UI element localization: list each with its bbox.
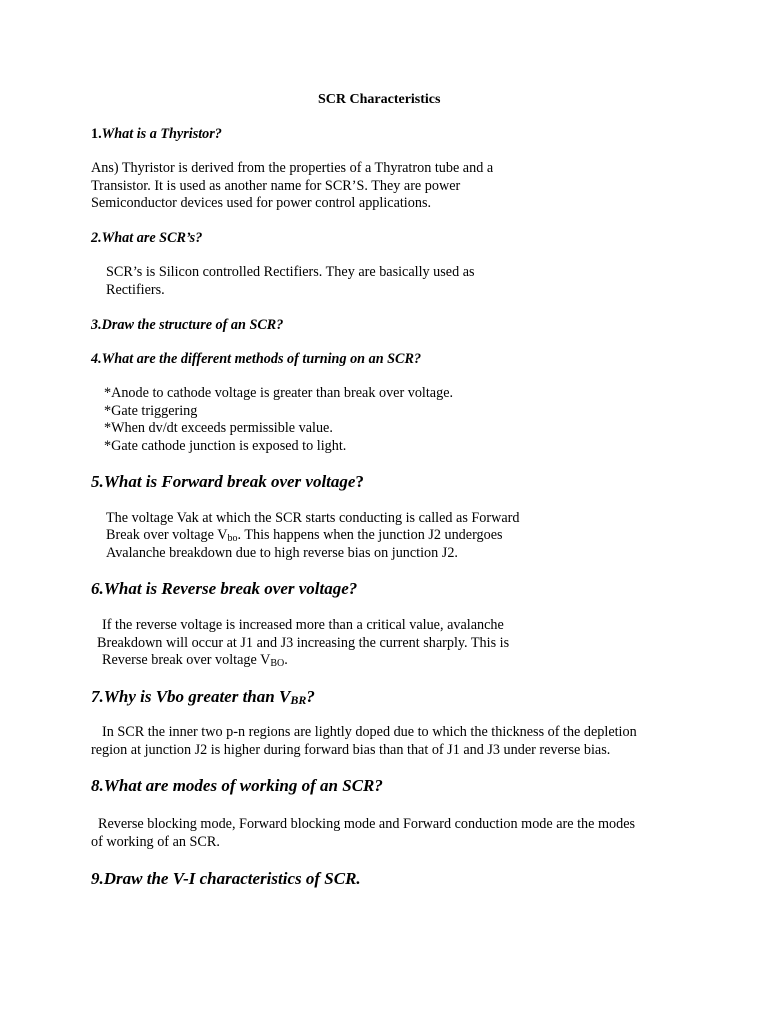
answer-5-line-2-end: . This happens when the junction J2 undergoes [237, 527, 503, 543]
answer-5-line-1: The voltage Vak at which the SCR starts conducting is called as Forward [106, 510, 520, 526]
question-1-number: 1. [91, 126, 102, 142]
question-7-mark: ? [306, 687, 315, 706]
answer-7-line-1: In SCR the inner two p-n regions are lightly doped due to which the thickness of the depletion [102, 724, 637, 740]
answer-5-line-3: Avalanche breakdown due to high reverse bias on junction J2. [106, 545, 458, 561]
question-7-text: 7.Why is Vbo greater than V [91, 687, 291, 706]
question-3: 3.Draw the structure of an SCR? [91, 317, 284, 333]
document-title: SCR Characteristics [318, 92, 441, 107]
answer-4-item-4: *Gate cathode junction is exposed to light. [104, 438, 347, 454]
answer-6-line-1: If the reverse voltage is increased more than a critical value, avalanche [102, 617, 504, 633]
answer-6-subscript: BO [270, 658, 285, 669]
answer-8-line-2: of working of an SCR. [91, 834, 220, 850]
answer-6-line-3 [102, 651, 288, 669]
answer-6-line-3-end: . [284, 652, 288, 668]
question-2: 2.What are SCR’s? [91, 230, 203, 246]
question-8: 8.What are modes of working of an SCR? [91, 776, 383, 795]
answer-6-line-2: Breakdown will occur at J1 and J3 increasing the current sharply. This is [97, 635, 510, 651]
answer-4-item-2: *Gate triggering [104, 403, 198, 419]
answer-8-line-1: Reverse blocking mode, Forward blocking mode and Forward conduction mode are the modes [98, 816, 636, 832]
answer-4-item-3: *When dv/dt exceeds permissible value. [104, 420, 333, 436]
answer-4-item-1: *Anode to cathode voltage is greater than break over voltage. [104, 385, 454, 401]
question-9: 9.Draw the V-I characteristics of SCR. [91, 869, 361, 888]
question-1-text: What is a Thyristor? [101, 126, 222, 142]
answer-1-line-2: Transistor. It is used as another name for SCR’S. They are power [91, 178, 461, 194]
answer-7-line-2: region at junction J2 is higher during forward bias than that of J1 and J3 under reverse bias. [91, 742, 611, 758]
answer-1-line-1: Ans) Thyristor is derived from the properties of a Thyratron tube and a [91, 160, 494, 176]
question-5-text: 5.What is Forward break over voltage [91, 472, 356, 491]
answer-2-line-1: SCR’s is Silicon controlled Rectifiers. They are basically used as [106, 264, 475, 280]
question-1 [91, 125, 222, 143]
question-5-mark: ? [355, 472, 364, 491]
answer-5-subscript: bo [227, 533, 238, 544]
answer-6-line-3-start: Reverse break over voltage V [102, 652, 271, 668]
question-7-subscript: BR [290, 693, 307, 707]
answer-1-line-3: Semiconductor devices used for power control applications. [91, 195, 432, 211]
question-5 [91, 472, 364, 492]
question-6: 6.What is Reverse break over voltage? [91, 579, 358, 598]
question-7 [91, 687, 315, 707]
answer-5-line-2-start: Break over voltage V [106, 527, 228, 543]
answer-5-line-2 [106, 526, 503, 544]
answer-2-line-2: Rectifiers. [106, 282, 165, 298]
question-4: 4.What are the different methods of turning on an SCR? [91, 351, 422, 367]
